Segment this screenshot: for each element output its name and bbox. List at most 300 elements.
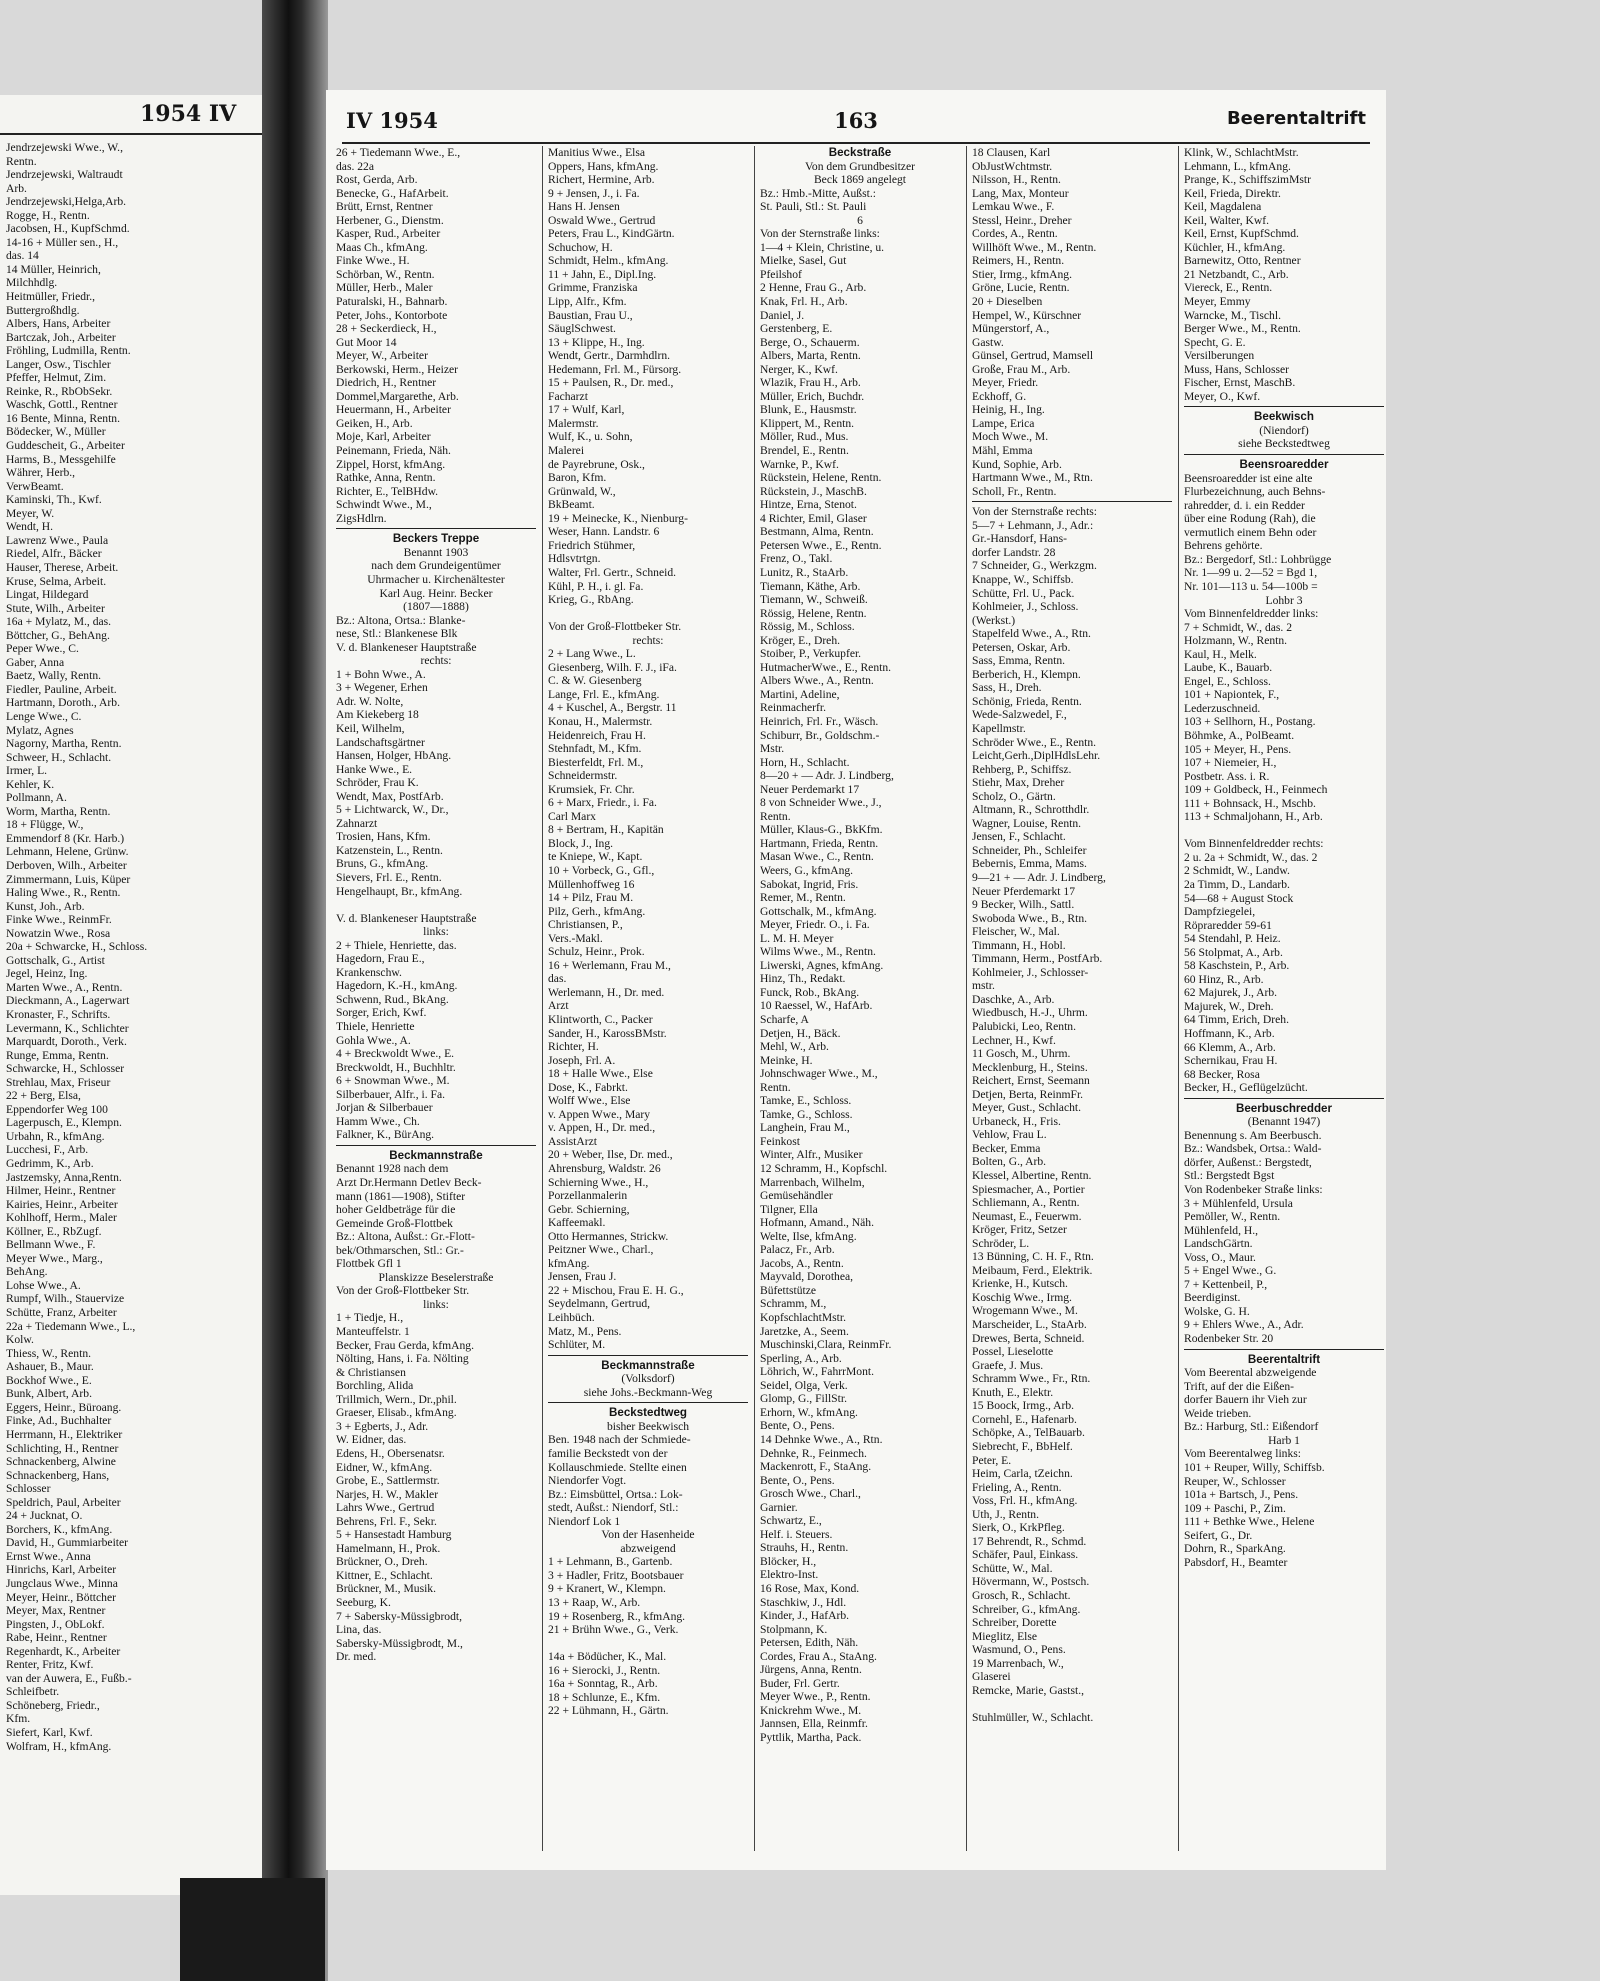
directory-entry: Stuhlmüller, W., Schlacht. (972, 1710, 1094, 1724)
directory-entry: Silberbauer, Alfr., i. Fa. (336, 1087, 446, 1101)
directory-entry: Gemeinde Groß-Flottbek (336, 1216, 453, 1230)
directory-entry: Guddescheit, G., Arbeiter (6, 439, 125, 453)
street-heading: Beckstraße (828, 146, 892, 159)
directory-entry: Kohlhoff, Herm., Maler (6, 1211, 117, 1225)
directory-entry: Schneidermstr. (548, 769, 618, 783)
directory-entry: Helf. i. Steuers. (760, 1527, 833, 1541)
directory-entry: Spiesmacher, A., Portier (972, 1182, 1085, 1196)
directory-entry: Krienke, H., Kutsch. (972, 1277, 1068, 1291)
directory-entry: Grosch Wwe., Charl., (760, 1487, 861, 1501)
directory-entry: 2 + Thiele, Henriette, das. (336, 938, 457, 952)
directory-entry: Mackenrott, F., StaAng. (760, 1460, 872, 1474)
directory-entry: Flurbezeichnung, auch Behns- (1184, 485, 1326, 499)
directory-entry: Mielke, Sasel, Gut (760, 254, 847, 268)
directory-entry: Majurek, W., Dreh. (1184, 999, 1274, 1013)
directory-entry: Eidner, W., kfmAng. (336, 1460, 433, 1474)
directory-entry: Grosch, R., Schlacht. (972, 1588, 1071, 1602)
directory-entry: Finke Wwe., ReinmFr. (6, 913, 112, 927)
directory-entry: 101 + Napiontek, F., (1184, 688, 1280, 702)
directory-entry: te Kniepe, W., Kapt. (548, 850, 643, 864)
directory-entry: Tiemann, W., Schweiß. (760, 593, 868, 607)
directory-entry: 111 + Bohnsack, H., Mschb. (1184, 796, 1316, 810)
directory-entry: Schernikau, Frau H. (1184, 1054, 1278, 1068)
directory-entry: Gemüsehändler (760, 1189, 833, 1203)
directory-entry: 8—20 + — Adr. J. Lindberg, (760, 769, 894, 783)
directory-entry: 66 Klemm, A., Arb. (1184, 1040, 1276, 1054)
directory-entry: Berberich, H., Klempn. (972, 667, 1081, 681)
directory-entry: Mylatz, Agnes (6, 723, 74, 737)
directory-entry: 14 Dehnke Wwe., A., Rtn. (760, 1432, 883, 1446)
directory-entry: rahredder, d. i. ein Redder (1184, 498, 1305, 512)
directory-note: 6 (857, 213, 863, 227)
directory-entry: Schreiber, Dorette (972, 1616, 1057, 1630)
section-rule (336, 528, 536, 529)
directory-entry: Brückner, O., Dreh. (336, 1555, 428, 1569)
directory-entry: 4 Richter, Emil, Glaser (760, 511, 867, 525)
directory-entry: Zahnarzt (336, 816, 378, 830)
directory-entry: Adr. W. Nolte, (336, 694, 404, 708)
directory-entry: Benecke, G., HafArbeit. (336, 186, 449, 200)
directory-entry: 16a + Mylatz, M., das. (6, 615, 112, 629)
directory-entry: 9 + Ehlers Wwe., A., Adr. (1184, 1318, 1304, 1332)
directory-entry: Lahrs Wwe., Gertrud (336, 1501, 435, 1515)
directory-note: Beck 1869 angelegt (813, 173, 907, 187)
directory-entry: Sabokat, Ingrid, Fris. (760, 877, 859, 891)
directory-entry: Hdlsvtrtgn. (548, 552, 601, 566)
directory-entry: Reuper, W., Schlosser (1184, 1474, 1286, 1488)
directory-entry: Jacobsen, H., KupfSchmd. (6, 222, 130, 236)
directory-entry: 16 + Sierocki, J., Rentn. (548, 1663, 661, 1677)
directory-entry: Niendorfer Vogt. (548, 1474, 627, 1488)
directory-entry: Siefert, Karl, Kwf. (6, 1725, 93, 1739)
directory-entry: Herrmann, H., Elektriker (6, 1427, 123, 1441)
directory-entry: Carl Marx (548, 809, 596, 823)
directory-entry: Schwenn, Rud., BkAng. (336, 992, 449, 1006)
directory-entry: Blöcker, H., (760, 1554, 817, 1568)
directory-entry: Kollauschmiede. Stellte einen (548, 1460, 687, 1474)
directory-entry: Schröder Wwe., E., Rentn. (972, 735, 1097, 749)
directory-entry: Lina, das. (336, 1623, 382, 1637)
directory-note: Lohbr 3 (1265, 593, 1303, 607)
directory-entry: Weser, Hann. Landstr. 6 (548, 525, 660, 539)
directory-entry: Schierning Wwe., H., (548, 1175, 649, 1189)
directory-entry: Kund, Sophie, Arb. (972, 457, 1062, 471)
directory-entry: Thiele, Henriette (336, 1020, 415, 1033)
directory-entry: 14-16 + Müller sen., H., (6, 235, 119, 249)
directory-entry: Wasmund, O., Pens. (972, 1643, 1066, 1657)
directory-entry: Schütte, Franz, Arbeiter (6, 1306, 117, 1320)
directory-entry: Jacobs, A., Rentn. (760, 1256, 844, 1270)
directory-entry: Kohlmeier, J., Schloss. (972, 600, 1079, 614)
directory-entry (1184, 824, 1384, 838)
directory-entry: Muss, Hans, Schlosser (1184, 362, 1289, 376)
directory-entry: Bruns, G., kfmAng. (336, 857, 429, 871)
directory-entry: Schwarcke, H., Schlosser (6, 1062, 125, 1076)
directory-entry: Lunitz, R., StaArb. (760, 565, 849, 579)
section-rule (336, 1145, 536, 1146)
directory-entry: Trosien, Hans, Kfm. (336, 830, 431, 844)
directory-entry: 21 + Brühn Wwe., G., Verk. (548, 1623, 679, 1637)
directory-entry: Knak, Frl. H., Arb. (760, 295, 848, 309)
directory-entry: Matz, M., Pens. (548, 1324, 622, 1338)
directory-entry: Seidel, Olga, Verk. (760, 1378, 848, 1392)
directory-entry: Krumsiek, Fr. Chr. (548, 782, 635, 796)
directory-entry: Hanke Wwe., E. (336, 762, 413, 776)
directory-entry: Schröder, Frau K. (336, 776, 419, 790)
directory-entry: Bockhof Wwe., E. (6, 1373, 92, 1387)
directory-entry: Keil, Magdalena (1184, 200, 1262, 214)
directory-entry: Seydelmann, Gertrud, (548, 1297, 651, 1311)
directory-entry: Viereck, E., Rentn. (1184, 281, 1273, 295)
directory-entry: 9—21 + — Adr. J. Lindberg, (972, 870, 1106, 884)
directory-entry: Bz.: Bergedorf, Stl.: Lohbrügge (1184, 552, 1332, 566)
directory-entry: Mecklenburg, H., Steins. (972, 1060, 1088, 1074)
directory-entry: Große, Frau M., Arb. (972, 362, 1071, 376)
directory-entry: Swoboda Wwe., B., Rtn. (972, 911, 1088, 925)
directory-entry: Stier, Irmg., kfmAng. (972, 267, 1073, 281)
directory-entry: Finke Wwe., H. (336, 254, 410, 268)
directory-entry: 1 + Lehmann, B., Gartenb. (548, 1555, 673, 1569)
directory-entry: Worm, Martha, Rentn. (6, 804, 111, 818)
directory-column (972, 146, 1172, 1851)
directory-entry: Schulz, Heinr., Prok. (548, 945, 645, 959)
header-street-keyword: Beerentaltrift (1226, 108, 1366, 129)
directory-entry: Hempel, W., Kürschner (972, 308, 1082, 322)
directory-entry: Müngerstorf, A., (972, 322, 1050, 336)
directory-entry: Klessel, Albertine, Rentn. (972, 1169, 1092, 1183)
directory-entry: Knuth, E., Elektr. (972, 1385, 1054, 1399)
directory-entry: Hartmann, Doroth., Arb. (6, 696, 120, 710)
directory-entry: Tiemann, Käthe, Arb. (760, 579, 861, 593)
directory-entry: Peters, Frau L., KindGärtn. (548, 227, 675, 241)
directory-entry: Böhmke, A., PolBeamt. (1184, 728, 1295, 742)
directory-entry: Pilz, Gerh., kfmAng. (548, 904, 646, 918)
directory-entry: Richter, H. (548, 1040, 599, 1054)
directory-entry: Berge, O., Schauerm. (760, 335, 860, 349)
directory-entry: Petersen, Oskar, Arb. (972, 640, 1071, 654)
directory-entry: 103 + Sellhorn, H., Postang. (1184, 715, 1316, 729)
directory-entry: Sievers, Frl. E., Rentn. (336, 870, 442, 884)
street-heading: Beckstedtweg (609, 1406, 687, 1420)
directory-entry: LandschGärtn. (1184, 1237, 1253, 1251)
directory-entry: 16a + Sonntag, R., Arb. (548, 1677, 658, 1691)
directory-entry: 7 + Sabersky-Müssigbrodt, (336, 1609, 463, 1623)
directory-entry: Leihbüch. (548, 1311, 595, 1325)
directory-entry: Nowatzin Wwe., Rosa (6, 926, 111, 940)
directory-entry: Baetz, Wally, Rentn. (6, 669, 102, 683)
directory-entry: Malermstr. (548, 416, 599, 430)
directory-entry: Grobe, E., Sattlermstr. (336, 1474, 440, 1488)
directory-entry: Dieckmann, A., Lagerwart (6, 994, 130, 1008)
directory-entry: Cordes, A., Rentn. (972, 227, 1058, 241)
directory-entry: Meibaum, Ferd., Elektrik. (972, 1263, 1093, 1277)
directory-entry: Barnewitz, Otto, Rentner (1184, 254, 1301, 268)
directory-entry: Daschke, A., Arb. (972, 992, 1055, 1006)
directory-entry: Detjen, Berta, ReinmFr. (972, 1087, 1084, 1101)
directory-note: (Benannt 1947) (1247, 1115, 1321, 1129)
directory-entry: Elektro-Inst. (760, 1568, 819, 1582)
directory-entry: Wolff Wwe., Else (548, 1094, 631, 1108)
directory-entry: Richter, E., TelBHdw. (336, 484, 439, 498)
directory-entry: Schnackenberg, Alwine (6, 1455, 116, 1469)
directory-entry: Laube, K., Bauarb. (1184, 661, 1273, 675)
directory-entry: Biesterfeldt, Frl. M., (548, 755, 644, 769)
directory-entry: & Christiansen (336, 1365, 406, 1379)
directory-entry: Speldrich, Paul, Arbeiter (6, 1495, 121, 1509)
directory-entry: Urbahn, R., kfmAng. (6, 1129, 105, 1143)
directory-entry: Schmidt, Helm., kfmAng. (548, 254, 669, 268)
directory-entry: Eppendorfer Weg 100 (6, 1102, 108, 1116)
directory-entry: 8 von Schneider Wwe., J., (760, 796, 882, 810)
directory-entry: Mayvald, Dorothea, (760, 1270, 854, 1284)
directory-entry: Schlüter, M. (548, 1338, 606, 1352)
right-page (326, 90, 1386, 1870)
directory-entry: Bz.: Altona, Außst.: Gr.-Flott- (336, 1230, 475, 1244)
directory-entry: Waschk, Gottl., Rentner (6, 398, 118, 412)
directory-entry: Müller, Klaus-G., BkKfm. (760, 823, 883, 837)
directory-entry: mstr. (972, 979, 995, 993)
directory-entry: Zimmermann, Luis, Küper (6, 872, 131, 886)
directory-entry (972, 1697, 1172, 1711)
directory-entry: Schütte, W., Mal. (972, 1561, 1053, 1575)
directory-entry: Giesenberg, Wilh. F. J., iFa. (548, 660, 677, 674)
directory-entry: 18 + Schlunze, E., Kfm. (548, 1690, 661, 1704)
directory-entry: Schreiber, G., kfmAng. (972, 1602, 1081, 1616)
directory-entry: Keil, Ernst, KupfSchmd. (1184, 227, 1299, 241)
directory-entry: Beerdiginst. (1184, 1291, 1241, 1305)
directory-entry: 9 + Jensen, J., i. Fa. (548, 186, 640, 200)
directory-entry: Marten Wwe., A., Rentn. (6, 980, 123, 994)
directory-entry: V. d. Blankeneser Hauptstraße (336, 640, 477, 654)
directory-entry: Kronaster, F., Schrifts. (6, 1008, 111, 1021)
directory-entry: Lange, Frl. E., kfmAng. (548, 687, 660, 701)
directory-entry: Niendorf Lok 1 (548, 1514, 621, 1528)
directory-entry: Frieling, A., Rentn. (972, 1480, 1062, 1494)
directory-entry: Petersen Wwe., E., Rentn. (760, 538, 882, 552)
directory-entry: das. 22a (336, 159, 374, 173)
directory-entry: Schönig, Frieda, Rentn. (972, 694, 1082, 708)
directory-entry: Timmann, H., Hobl. (972, 938, 1066, 952)
directory-entry: Wlazik, Frau H., Arb. (760, 376, 861, 390)
directory-entry: Bente, O., Pens. (760, 1473, 835, 1487)
directory-entry: Günsel, Gertrud, Mamsell (972, 349, 1094, 363)
directory-entry: Strehlau, Max, Friseur (6, 1075, 111, 1089)
directory-entry: 6 + Marx, Friedr., i. Fa. (548, 796, 657, 810)
directory-entry: Gedrimm, K., Arb. (6, 1157, 94, 1171)
directory-entry: 20 + Weber, Ilse, Dr. med., (548, 1148, 673, 1162)
directory-entry: Strauhs, H., Rentn. (760, 1541, 849, 1555)
directory-entry: Kaul, H., Melk. (1184, 647, 1257, 661)
directory-entry: 54—68 + August Stock (1184, 891, 1294, 905)
directory-entry: Zippel, Horst, kfmAng. (336, 457, 446, 471)
section-rule (548, 1355, 748, 1356)
directory-entry: Tamke, G., Schloss. (760, 1107, 853, 1121)
directory-entry: Kasper, Rud., Arbeiter (336, 227, 441, 241)
directory-entry: Röpraredder 59-61 (1184, 918, 1272, 932)
directory-column (336, 146, 536, 1851)
directory-entry: Bödecker, W., Müller (6, 425, 106, 439)
directory-note: links: (423, 925, 449, 939)
directory-entry: Willhöft Wwe., M., Rentn. (972, 240, 1097, 254)
directory-entry: 3 + Wegener, Erhen (336, 681, 428, 695)
directory-entry: Kapellmstr. (972, 721, 1026, 735)
directory-entry: 20a + Schwarcke, H., Schloss. (6, 940, 148, 954)
directory-entry: Baron, Kfm. (548, 471, 607, 485)
directory-entry: Frenz, O., Takl. (760, 552, 833, 566)
directory-entry: Rückstein, Helene, Rentn. (760, 471, 882, 485)
directory-entry: Scholl, Fr., Rentn. (972, 484, 1057, 498)
directory-entry: Pfeilshof (760, 267, 802, 281)
directory-entry: 22a + Tiedemann Wwe., L., (6, 1319, 136, 1333)
directory-entry: Masan Wwe., C., Rentn. (760, 850, 874, 864)
directory-entry: Moch Wwe., M. (972, 430, 1049, 444)
directory-entry: Friedrich Stühmer, (548, 538, 636, 552)
directory-entry: Peper Wwe., C. (6, 642, 79, 656)
directory-entry: Scholz, O., Gärtn. (972, 789, 1056, 803)
directory-entry: Tilgner, Ella (760, 1202, 818, 1216)
directory-entry: Garnier. (760, 1500, 798, 1514)
directory-entry: Reinke, R., RbObSekr. (6, 384, 113, 398)
directory-entry: Nölting, Hans, i. Fa. Nölting (336, 1352, 469, 1366)
directory-entry: Schröder, L. (972, 1236, 1030, 1250)
directory-entry: Berger Wwe., M., Rentn. (1184, 322, 1301, 336)
directory-entry: Rehberg, P., Schiffsz. (972, 762, 1072, 776)
directory-entry: Ahrensburg, Waldstr. 26 (548, 1162, 661, 1176)
directory-entry: Hofmann, Amand., Näh. (760, 1216, 874, 1230)
directory-entry: 8 + Bertram, H., Kapitän (548, 823, 664, 837)
directory-entry: Martini, Adeline, (760, 687, 840, 701)
column-separator (542, 146, 543, 1851)
page-number: 163 (834, 108, 878, 133)
directory-entry: Rabe, Heinr., Rentner (6, 1631, 107, 1645)
directory-entry: Kröger, Fritz, Setzer (972, 1223, 1067, 1237)
directory-entry: Schneider, Ph., Schleifer (972, 843, 1087, 857)
directory-entry: Rentn. (760, 1080, 791, 1094)
directory-entry: Dose, K., Fabrkt. (548, 1080, 628, 1094)
directory-entry: Am Kiekeberg 18 (336, 708, 419, 722)
directory-entry: Jendrzejewski,Helga,Arb. (6, 195, 127, 209)
directory-entry: Meyer, Friedr. O., i. Fa. (760, 918, 870, 932)
directory-entry: Behrens gehörte. (1184, 539, 1263, 553)
directory-entry: Werlemann, H., Dr. med. (548, 985, 665, 999)
directory-entry: Rössig, Helene, Rentn. (760, 606, 867, 620)
directory-note: Von der Hasenheide (601, 1528, 695, 1542)
directory-entry: 7 Schneider, G., Werkzgm. (972, 559, 1097, 573)
directory-entry: Bente, O., Pens. (760, 1419, 835, 1433)
directory-entry: Stehnfadt, M., Kfm. (548, 742, 642, 756)
directory-entry: Mehl, W., Arb. (760, 1040, 829, 1054)
directory-entry: Rentn. (6, 154, 37, 168)
directory-entry: Möller, Rud., Mus. (760, 430, 849, 444)
directory-entry: Gerstenberg, E. (760, 322, 833, 336)
directory-entry: Neumast, E., Feuerwm. (972, 1209, 1082, 1223)
directory-entry: Baustian, Frau U., (548, 308, 633, 322)
directory-entry: 22 + Mischou, Frau E. H. G., (548, 1283, 684, 1297)
street-heading: Beensroaredder (1239, 458, 1329, 472)
directory-entry: Wede-Salzwedel, F., (972, 708, 1067, 722)
directory-entry: 3 + Hadler, Fritz, Bootsbauer (548, 1568, 684, 1582)
directory-entry: Schiburr, Br., Goldschm.- (760, 728, 880, 742)
directory-entry: 17 Behrendt, R., Schmd. (972, 1534, 1087, 1548)
directory-entry: Block, J., Ing. (548, 836, 614, 850)
directory-entry: Richert, Hermine, Arb. (548, 173, 655, 187)
directory-entry: Kohlmeier, J., Schlosser- (972, 965, 1089, 979)
directory-entry: Edens, H., Obersenatsr. (336, 1446, 445, 1460)
directory-entry: Muschinski,Clara, ReinmFr. (760, 1338, 892, 1352)
directory-entry: Paturalski, H., Bahnarb. (336, 295, 448, 309)
directory-entry: Kruse, Selma, Arbeit. (6, 574, 107, 588)
directory-entry: 54 Stendahl, P. Heiz. (1184, 932, 1281, 946)
directory-entry: Marquardt, Doroth., Verk. (6, 1035, 127, 1049)
directory-entry: 10 + Vorbeck, G., Gfl., (548, 863, 655, 877)
directory-entry: 17 + Wulf, Karl, (548, 403, 625, 417)
directory-entry: Pollmann, A. (6, 791, 67, 805)
directory-entry: Kolw. (6, 1333, 34, 1347)
directory-entry: Emmendorf 8 (Kr. Harb.) (6, 831, 125, 845)
directory-entry: Wolfram, H., kfmAng. (6, 1739, 112, 1753)
directory-entry: Schuchow, H. (548, 240, 613, 254)
directory-entry: Hengelhaupt, Br., kfmAng. (336, 884, 463, 898)
directory-entry: St. Pauli, Stl.: St. Pauli (760, 200, 867, 214)
directory-entry: 14a + Bödücher, K., Mal. (548, 1650, 667, 1664)
directory-entry: 19 + Rosenberg, R., kfmAng. (548, 1609, 686, 1623)
directory-entry: 16 + Werlemann, Frau M., (548, 958, 671, 972)
directory-entry: Wendt, H. (6, 520, 54, 534)
directory-entry: Jendrzejewski Wwe., W., (6, 141, 123, 154)
book-gutter (262, 0, 328, 1981)
directory-entry: Pabsdorf, H., Beamter (1184, 1555, 1288, 1569)
directory-entry: Wendt, Gertr., Darmhdlrn. (548, 349, 671, 363)
directory-entry: Müller, Herb., Maler (336, 281, 433, 295)
directory-entry: Maas Ch., kfmAng. (336, 240, 428, 254)
directory-entry: Hansen, Holger, HbAng. (336, 749, 452, 763)
directory-entry: 60 Hinz, R., Arb. (1184, 972, 1264, 986)
directory-entry: Gut Moor 14 (336, 335, 397, 349)
directory-entry: Altmann, R., Schrotthdlr. (972, 803, 1090, 817)
directory-entry: 20 + Dieselben (972, 295, 1043, 309)
directory-entry: Haling Wwe., R., Rentn. (6, 886, 121, 900)
directory-entry: Währer, Herb., (6, 466, 76, 480)
directory-entry: Hinrichs, Karl, Arbeiter (6, 1563, 117, 1577)
directory-entry: 9 Becker, Wilh., Sattl. (972, 898, 1075, 912)
directory-entry: Regenhardt, K., Arbeiter (6, 1644, 121, 1658)
directory-entry: Rodenbeker Str. 20 (1184, 1332, 1274, 1346)
section-rule (548, 1402, 748, 1403)
directory-column (1184, 146, 1384, 1851)
directory-entry: dörfer, Außenst.: Bergstedt, (1184, 1155, 1312, 1169)
directory-entry: Hoffmann, K., Arb. (1184, 1027, 1275, 1040)
column-separator (1178, 146, 1179, 1851)
directory-entry: Lenge Wwe., C. (6, 709, 82, 723)
directory-entry: Mstr. (760, 742, 785, 756)
directory-entry: 7 + Kettenbeil, P., (1184, 1277, 1268, 1291)
directory-entry: Kfm. (6, 1712, 31, 1726)
directory-entry: 64 Timm, Erich, Dreh. (1184, 1013, 1289, 1027)
directory-entry: Bz.: Altona, Ortsa.: Blanke- (336, 613, 466, 627)
directory-entry: mann (1861—1908), Stifter (336, 1189, 466, 1203)
directory-entry: Gröne, Lucie, Rentn. (972, 281, 1070, 295)
directory-note: Karl Aug. Heinr. Becker (379, 586, 493, 600)
directory-entry: Kaminski, Th., Kwf. (6, 493, 102, 507)
directory-entry: Büfettstütze (760, 1283, 817, 1297)
directory-entry: 26 + Tiedemann Wwe., E., (336, 146, 461, 159)
directory-entry: Koschig Wwe., Irmg. (972, 1290, 1072, 1304)
directory-entry: Meyer, Heinr., Böttcher (6, 1590, 116, 1604)
directory-entry: Peter, E. (972, 1453, 1012, 1467)
directory-note: (1807—1888) (403, 600, 469, 614)
directory-entry: 68 Becker, Rosa (1184, 1067, 1260, 1081)
directory-entry: Vers.-Makl. (548, 931, 603, 945)
